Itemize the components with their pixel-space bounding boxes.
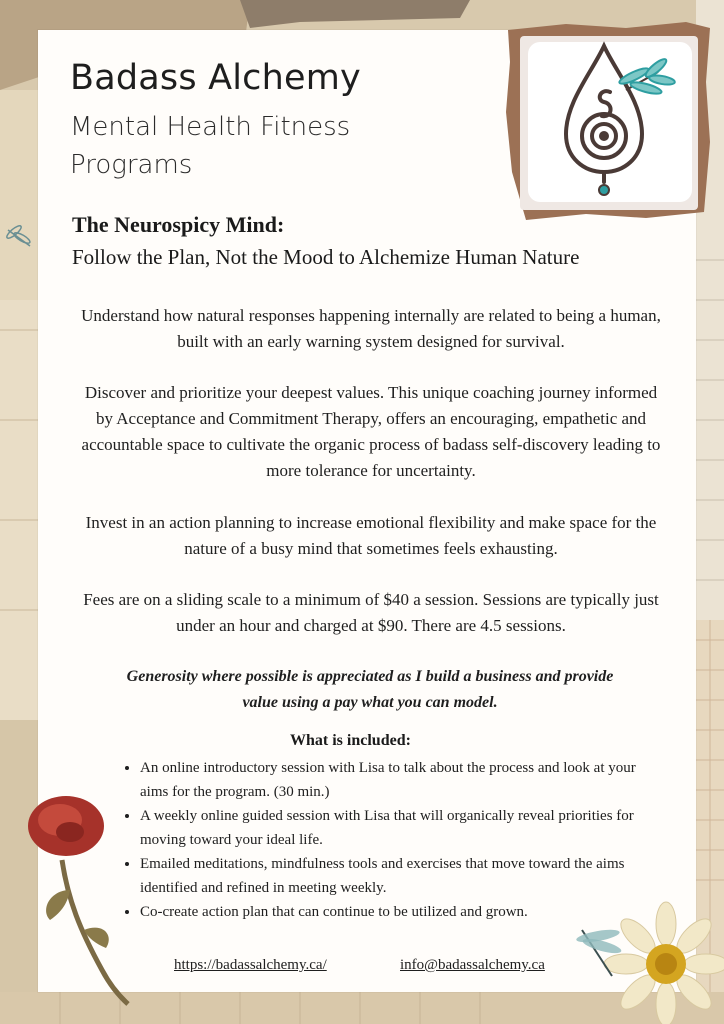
paragraph-values: Discover and prioritize your deepest values. This unique coaching journey informed by Acceptance and Commitment Therapy, offers an encouraging, empathetic and accountable space to cultivate the organic process of badass self-discovery leading to more tolerance for uncertainty. [81,383,661,480]
included-title: What is included: [290,732,411,749]
website-link[interactable]: https://badassalchemy.ca/ [174,957,327,973]
email-link[interactable]: info@badassalchemy.ca [400,957,545,973]
teal-dot-icon [599,185,609,195]
included-list [120,756,640,924]
brand-name: Badass Alchemy [70,58,361,98]
brand-tagline: Mental Health Fitness Programs [70,112,351,180]
program-subtitle: Follow the Plan, Not the Mood to Alchemize Human Nature [72,245,580,269]
list-item: • Co-create action plan that can continue to be utilized and grown. [140,900,640,924]
generosity-note: Generosity where possible is appreciated as I build a business and provide value using a pay what you can model. [126,668,614,711]
dried-rose-icon [10,790,150,1010]
dragonfly-icon [572,918,652,978]
paragraph-action-plan: Invest in an action planning to increase emotional flexibility and make space for the nature of a busy mind that sometimes feels exhausting. [85,513,657,558]
program-title: The Neurospicy Mind: [72,212,285,237]
list-item: • Emailed meditations, mindfulness tools and exercises that move toward the aims identified and refined in meeting weekly. [140,852,640,900]
list-item: • A weekly online guided session with Lisa that will organically reveal priorities for moving toward your ideal life. [140,804,640,852]
logo-badge [506,22,712,222]
paragraph-intro: Understand how natural responses happening internally are related to being a human, built with an early warning system designed for survival. [81,306,661,351]
paragraph-fees: Fees are on a sliding scale to a minimum of $40 a session. Sessions are typically just under an hour and charged at $90. There are 4.5 sessions. [83,590,659,635]
list-item: • An online introductory session with Lisa to talk about the process and look at your aims for the program. (30 min.) [140,756,640,804]
